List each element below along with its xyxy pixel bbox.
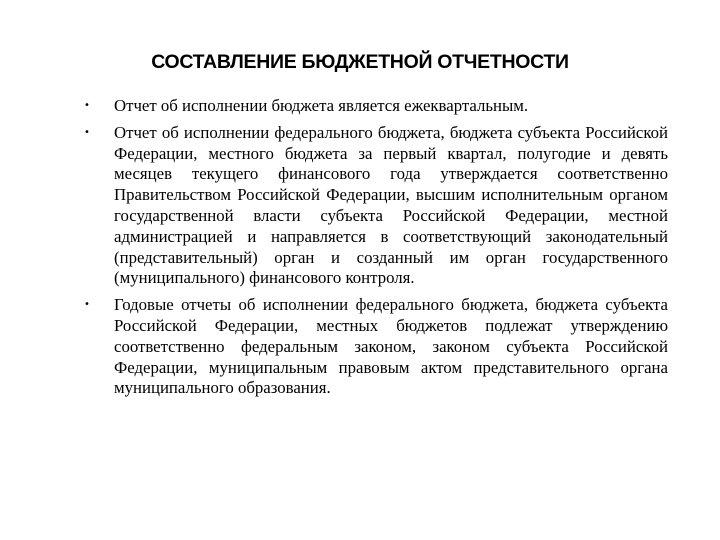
bullet-text: Годовые отчеты об исполнении федерального бюджета, бюджета субъекта Российской Федерации, местных бюджетов подлежат утверждению соответственно федеральным законом, законом субъекта Российской Федерации, муниципальным правовым актом представительного органа муниципального образования.	[114, 295, 668, 398]
bullet-item	[78, 96, 668, 117]
bullet-list	[78, 96, 668, 405]
bullet-item	[78, 295, 668, 399]
slide-title: СОСТАВЛЕНИЕ БЮДЖЕТНОЙ ОТЧЕТНОСТИ	[151, 51, 569, 73]
bullet-text: Отчет об исполнении бюджета является ежеквартальным.	[114, 96, 529, 115]
bullet-icon: •	[84, 299, 90, 311]
bullet-icon: •	[84, 126, 90, 138]
bullet-icon: •	[84, 100, 90, 111]
bullet-text: Отчет об исполнении федерального бюджета, бюджета субъекта Российской Федерации, местного бюджета за первый квартал, полугодие и девять месяцев текущего финансового года утверждается соответственно Правительством Российской Федерации, высшим исполнительным органом государственной власти субъекта Российской Федерации, местной администрацией и направляется в соответствующий законодательный (представительный) орган и созданный им орган государственного (муниципального) финансового контроля.	[114, 122, 668, 288]
bullet-item	[78, 123, 668, 289]
